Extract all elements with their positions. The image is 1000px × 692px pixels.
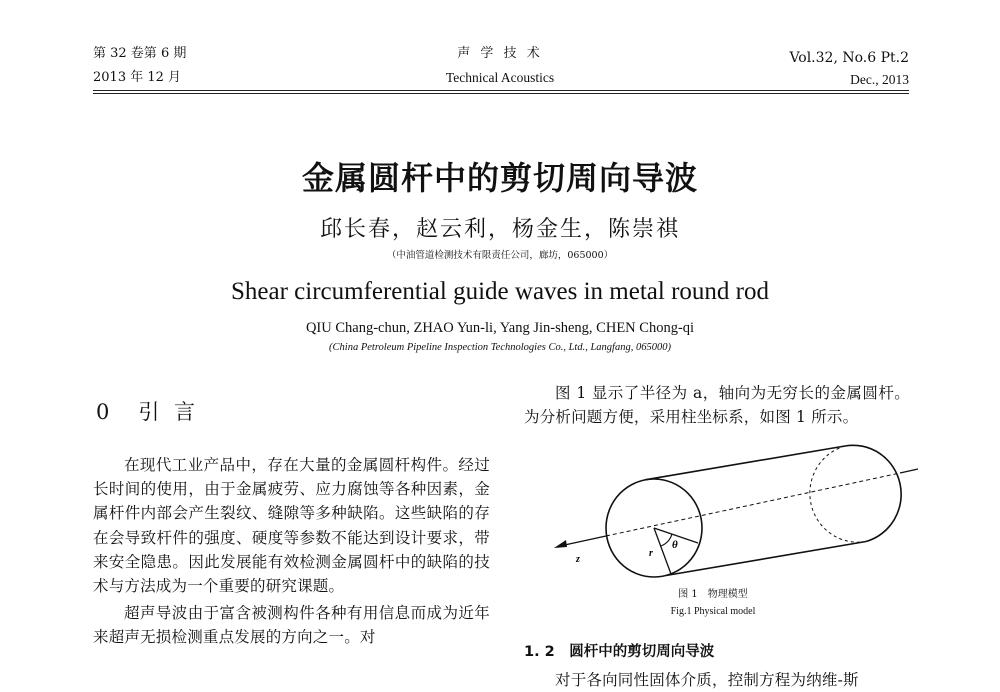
cylinder-bottom-edge [666,542,866,576]
figure-caption-en: Fig.1 Physical model [670,606,756,617]
axis-arrowhead [554,540,567,548]
intro-paragraph-2: 超声导波由于富含被测构件各种有用信息而成为近年来超声无损检测重点发展的方向之一。对 [93,604,490,647]
axis-label-z: z [576,554,580,565]
article-authors-cn: 邱长春，赵云利，杨金生，陈崇祺 [319,217,680,242]
header-date-en: Dec., 2013 [850,72,909,87]
article-affiliation-en: (China Petroleum Pipeline Inspection Technologies Co., Ltd., Langfang, 065000) [329,342,671,353]
cylinder-back-face-hidden [810,446,866,542]
header-volume-en: Vol.32, No.6 Pt.2 [789,50,909,66]
article-authors-en: QIU Chang-chun, ZHAO Yun-li, Yang Jin-sheng, CHEN Chong-qi [305,320,695,336]
angle-label-theta: θ [672,539,678,551]
cylinder-back-face [845,445,901,541]
header-rule-bottom [93,93,909,94]
header-journal-en: Technical Acoustics [445,70,555,85]
article-affiliation-cn: （中油管道检测技术有限责任公司，廊坊，065000） [386,250,614,261]
left-column-body [93,453,490,650]
figure-1-physical-model [548,440,920,590]
article-title-en: Shear circumferential guide waves in metal round rod [230,278,769,305]
section-heading-introduction: 0 引 言 [96,400,200,424]
intro-paragraph-1: 在现代工业产品中，存在大量的金属圆杆构件。经过长时间的使用，由于金属疲劳、应力腐蚀等各种因素，金属杆件内部会产生裂纹、缝隙等多种缺陷。这些缺陷的存在会导致杆件的强度、硬度等参数不能达到设计要求，带来安全隐患。因此发展能有效检测金属圆杆中的缺陷的技术与方法成为一个重要的研究课题。 [93,456,490,596]
axis-line-rear [900,469,918,473]
governing-equation-paragraph: 对于各向同性固体介质，控制方程为纳维-斯 [555,671,859,689]
figure-description-paragraph: 图 1 显示了半径为 a，轴向为无穷长的金属圆杆。为分析问题方便，采用柱坐标系，如图 1 所示。 [524,384,910,427]
figure-caption-cn: 图 1 物理模型 [678,589,748,600]
right-column-intro [524,381,910,429]
right-column-continuation [524,668,910,692]
header-date-cn: 2013 年 12 月 [93,70,182,85]
theta-arc [661,534,672,546]
axis-line-front [560,536,606,546]
header-journal-cn: 声 学 技 术 [457,46,543,61]
axis-line-hidden [606,473,900,536]
section-heading-1-2: 1. 2 圆杆中的剪切周向导波 [524,644,715,660]
radius-line [654,528,671,574]
article-title-cn: 金属圆杆中的剪切周向导波 [301,159,698,197]
radius-label-r: r [649,548,653,559]
cylinder-top-edge [645,446,845,480]
header-rule-top [93,90,909,91]
header-volume-cn: 第 32 卷第 6 期 [93,46,187,61]
